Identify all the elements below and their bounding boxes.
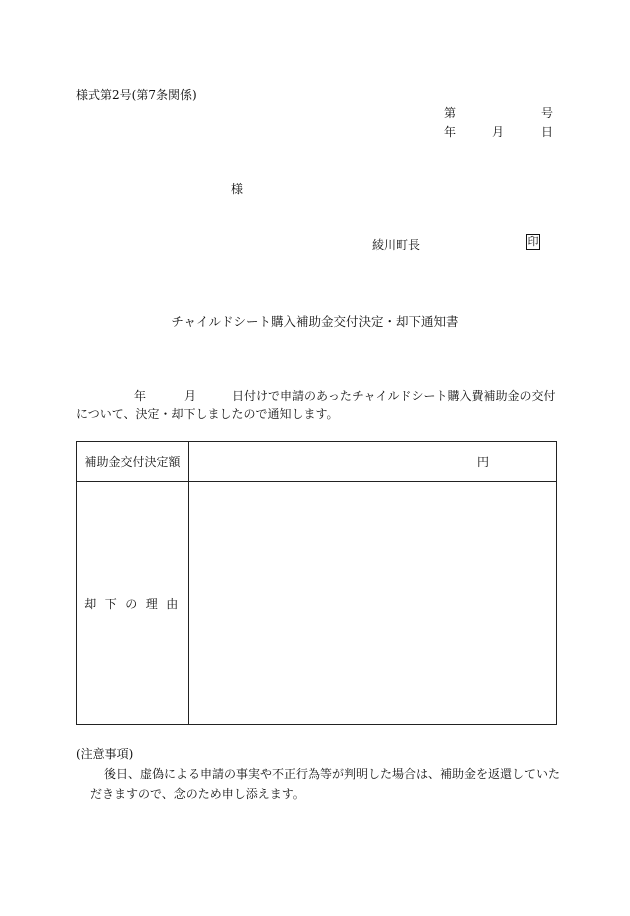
notes-line1: 後日、虚偽による申請の事実や不正行為等が判明した場合は、補助金を返還していた [104, 767, 561, 781]
issue-date-day: 日 [541, 125, 554, 139]
issue-date-month: 月 [492, 125, 505, 139]
issue-date-year: 年 [444, 125, 457, 139]
amount-row [77, 442, 557, 482]
body-text-line2: について、決定・却下しましたので通知します。 [76, 407, 339, 421]
form-number: 様式第2号(第7条関係) [76, 88, 197, 102]
document-number-suffix: 号 [541, 106, 554, 120]
seal-mark: 印 [527, 235, 539, 248]
body-text-line1: 日付けで申請のあったチャイルドシート購入費補助金の交付 [232, 389, 556, 403]
addressee-honorific: 様 [231, 182, 244, 196]
document-title: チャイルドシート購入補助金交付決定・却下通知書 [171, 314, 459, 329]
notes-heading: (注意事項) [76, 747, 134, 761]
notes-line2: だきますので、念のため申し添えます。 [90, 787, 305, 801]
body-month: 月 [184, 389, 197, 403]
document-number-prefix: 第 [444, 106, 457, 120]
issuer-name: 綾川町長 [372, 238, 421, 252]
body-year: 年 [134, 389, 147, 403]
reason-label: 却下の理由 [77, 482, 189, 725]
reason-row [77, 482, 557, 725]
reason-field[interactable] [189, 482, 557, 725]
amount-field[interactable]: 円 [189, 442, 557, 482]
amount-label: 補助金交付決定額 [77, 442, 189, 482]
decision-table [76, 441, 557, 725]
